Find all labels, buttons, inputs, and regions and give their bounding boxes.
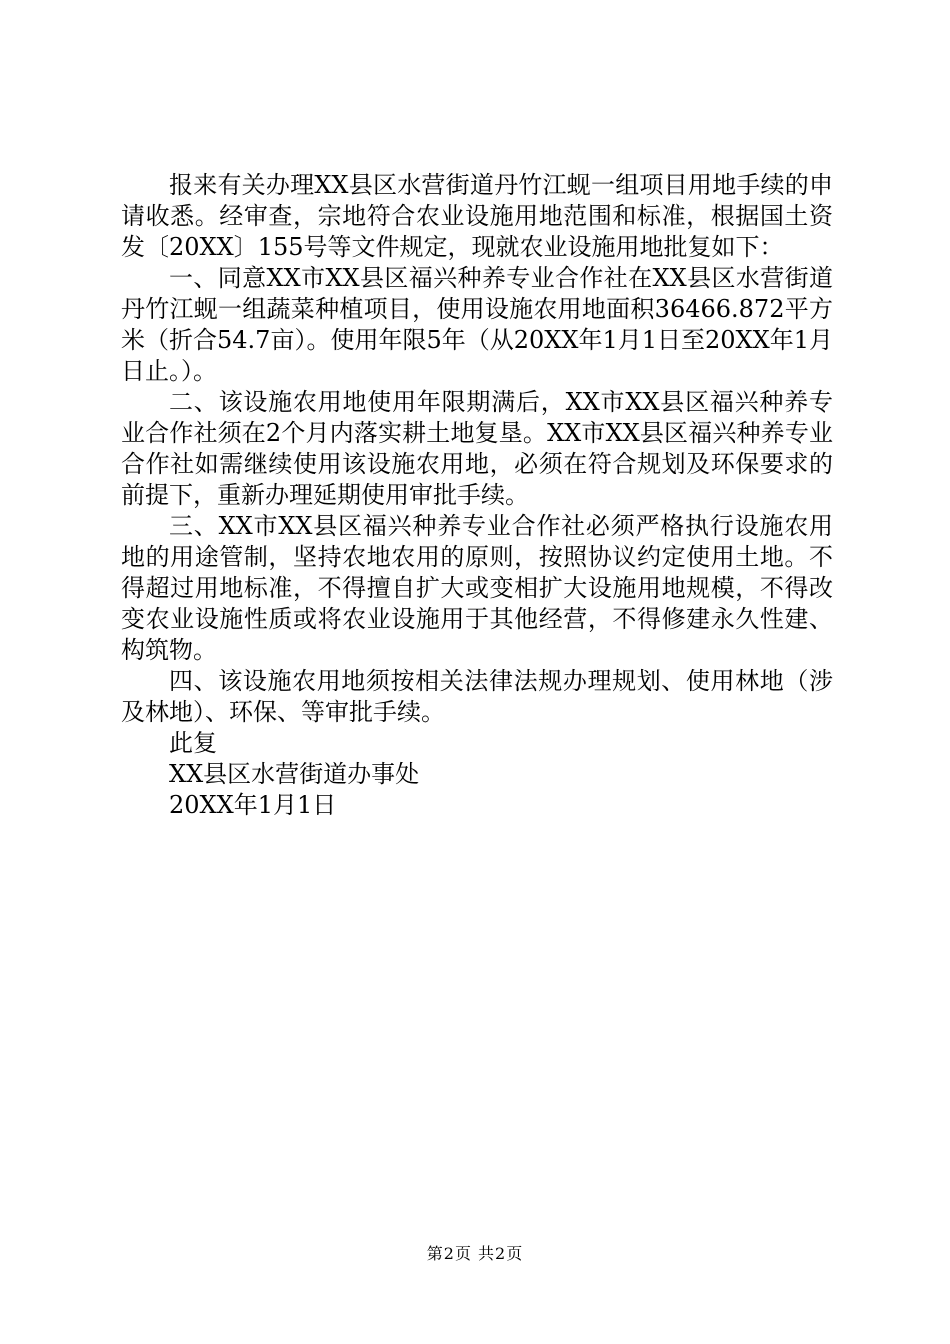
date-line: 20XX年1月1日 [169,791,337,819]
paragraph-intro: 报来有关办理XX县区水营街道丹竹江蚬一组项目用地手续的申请收悉。经审查，宗地符合农业设施用地范围和标准，根据国土资发〔20XX〕155号等文件规定，现就农业设施用地批复如下： [121,171,833,261]
paragraph-item-1: 一、同意XX市XX县区福兴种养专业合作社在XX县区水营街道丹竹江蚬一组蔬菜种植项目，使用设施农用地面积36466.872平方米（折合54.7亩）。使用年限5年（从20XX年1月1日至20XX年1月日止。）。 [121,264,833,385]
paragraph-item-2: 二、该设施农用地使用年限期满后，XX市XX县区福兴种养专业合作社须在2个月内落实耕土地复垦。XX市XX县区福兴种养专业合作社如需继续使用该设施农用地，必须在符合规划及环保要求的前提下，重新办理延期使用审批手续。 [121,388,833,509]
page-indicator: 第2页 共2页 [426,1244,524,1263]
page-footer [0,1243,950,1265]
closing-line: 此复 [169,729,217,757]
paragraph-item-3: 三、XX市XX县区福兴种养专业合作社必须严格执行设施农用地的用途管制，坚持农地农用的原则，按照协议约定使用土地。不得超过用地标准，不得擅自扩大或变相扩大设施用地规模，不得改变农业设施性质或将农业设施用于其他经营，不得修建永久性建、构筑物。 [121,512,833,664]
document-body [121,170,833,821]
signature-line: XX县区水营街道办事处 [169,760,420,788]
paragraph-item-4: 四、该设施农用地须按相关法律法规办理规划、使用林地（涉及林地）、环保、等审批手续。 [121,667,833,726]
